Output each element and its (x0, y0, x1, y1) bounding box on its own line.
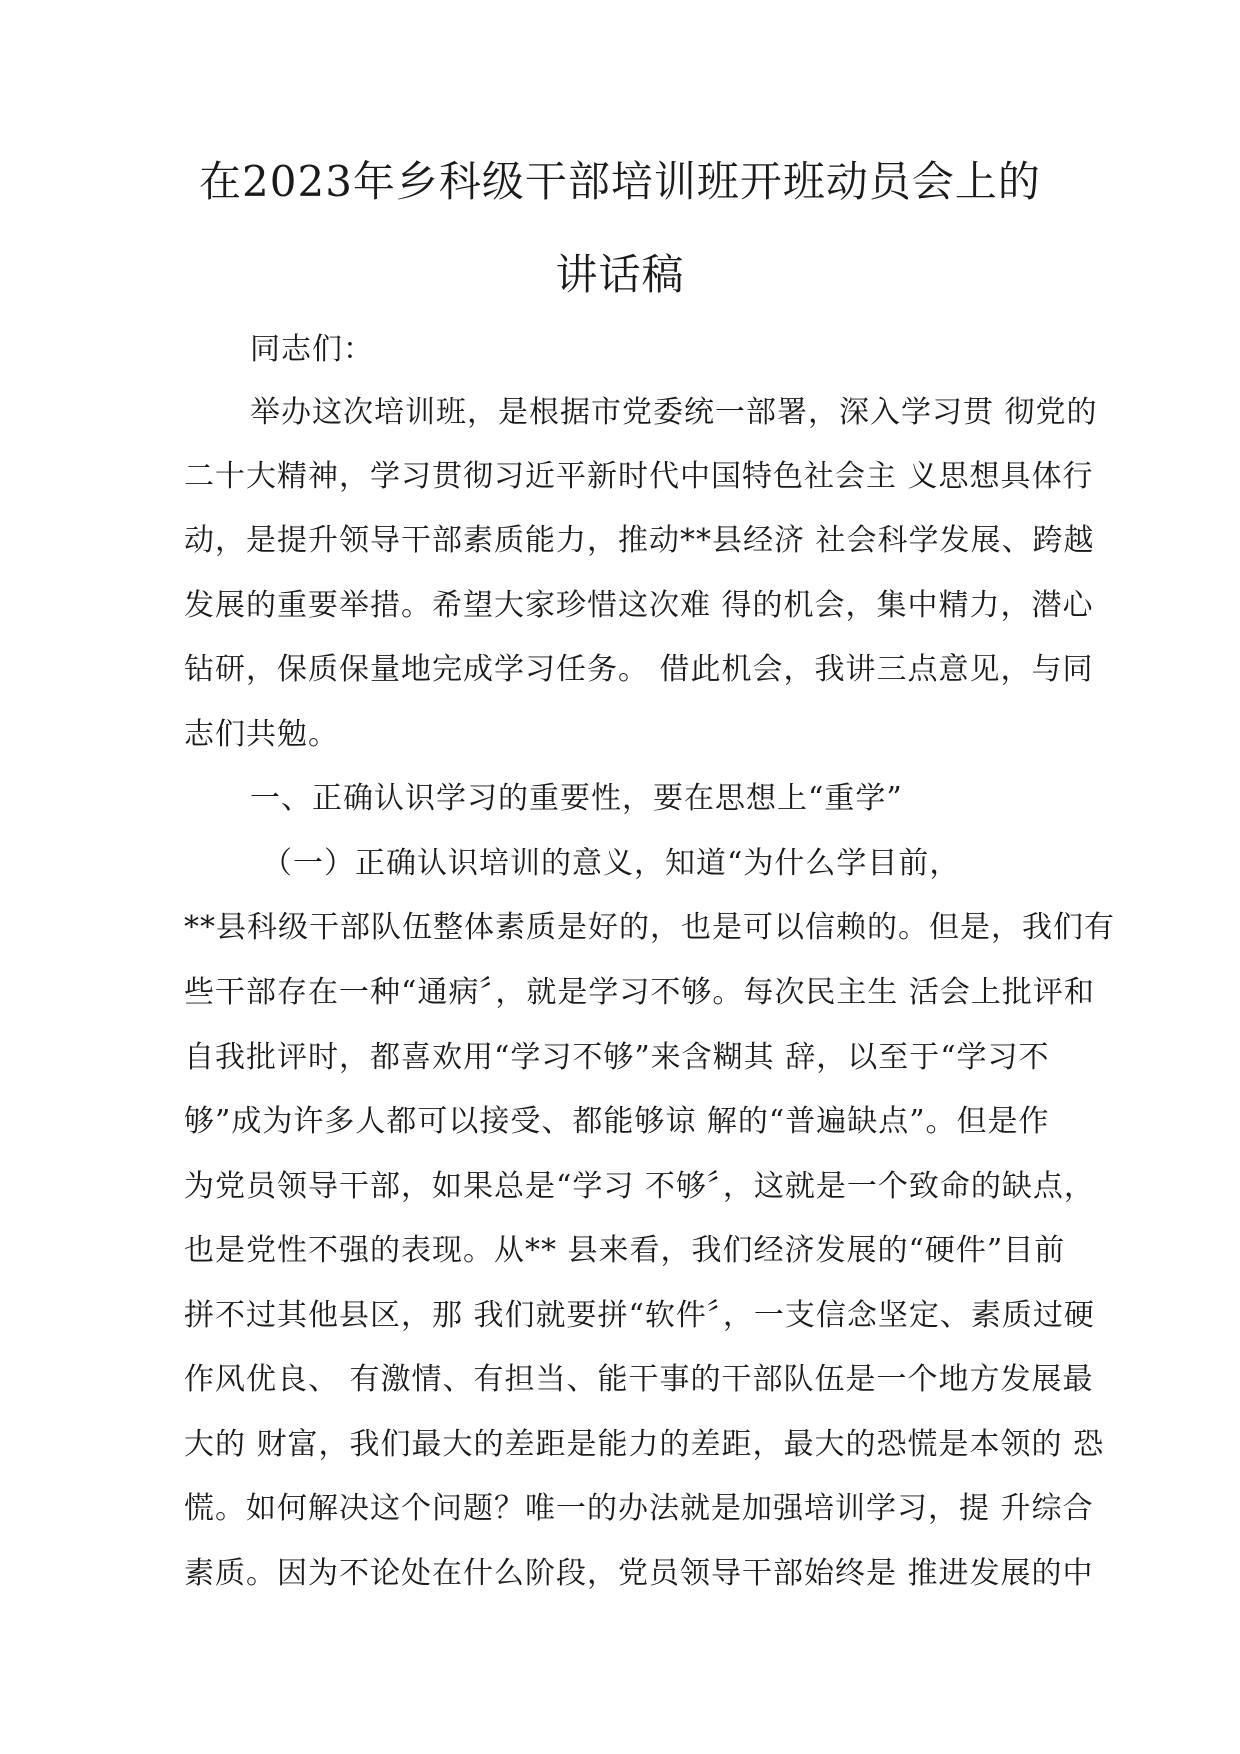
paragraph-line: 够”成为许多人都可以接受、都能够谅 解的“普遍缺点”。但是作 (184, 1104, 1050, 1139)
paragraph-line: 作风优良、 有激情、有担当、能干事的干部队伍是一个地方发展最 (184, 1362, 1094, 1397)
subsection-heading: （一）正确认识培训的意义，知道“为什么学目前， (262, 846, 961, 881)
paragraph-line: 志们共勉。 (184, 717, 339, 752)
paragraph-line: 为党员领导干部，如果总是“学习 不够〞，这就是一个致命的缺点， (184, 1169, 1095, 1204)
section-heading: 一、正确认识学习的重要性，要在思想上“重学” (250, 781, 903, 816)
document-title-line-1: 在2023年乡科级干部培训班开班动员会上的 (199, 157, 1041, 206)
paragraph-line: 些干部存在一种“通病〞，就是学习不够。每次民主生 活会上批评和 (184, 975, 1095, 1010)
paragraph-line: 动，是提升领导干部素质能力，推动**县经济 社会科学发展、跨越 (184, 523, 1095, 558)
paragraph-line: 钻研，保质保量地完成学习任务。 借此机会，我讲三点意见，与同 (184, 652, 1094, 687)
paragraph-line: 举办这次培训班，是根据市党委统一部署，深入学习贯 彻党的 (250, 395, 1098, 430)
salutation: 同志们： (250, 332, 374, 367)
paragraph-line: 也是党性不强的表现。从** 县来看，我们经济发展的“硬件”目前 (184, 1233, 1066, 1268)
paragraph-line: 自我批评时，都喜欢用“学习不够”来含糊其 辞，以至于“学习不 (184, 1040, 1050, 1075)
paragraph-line: 素质。因为不论处在什么阶段，党员领导干部始终是 推进发展的中 (184, 1556, 1094, 1591)
document-title-line-2: 讲话稿 (555, 250, 685, 299)
paragraph-line: 发展的重要举措。希望大家珍惜这次难 得的机会，集中精力，潜心 (184, 588, 1094, 623)
paragraph-line: 二十大精神，学习贯彻习近平新时代中国特色社会主 义思想具体行 (184, 459, 1094, 494)
paragraph-line: **县科级干部队伍整体素质是好的，也是可以信赖的。但是，我们有 (184, 910, 1115, 945)
paragraph-line: 拼不过其他县区，那 我们就要拼“软件〞，一支信念坚定、素质过硬 (184, 1298, 1095, 1333)
paragraph-line: 大的 财富，我们最大的差距是能力的差距，最大的恐慌是本领的 恐 (184, 1427, 1105, 1462)
paragraph-line: 慌。如何解决这个问题？唯一的办法就是加强培训学习，提 升综合 (184, 1491, 1094, 1526)
